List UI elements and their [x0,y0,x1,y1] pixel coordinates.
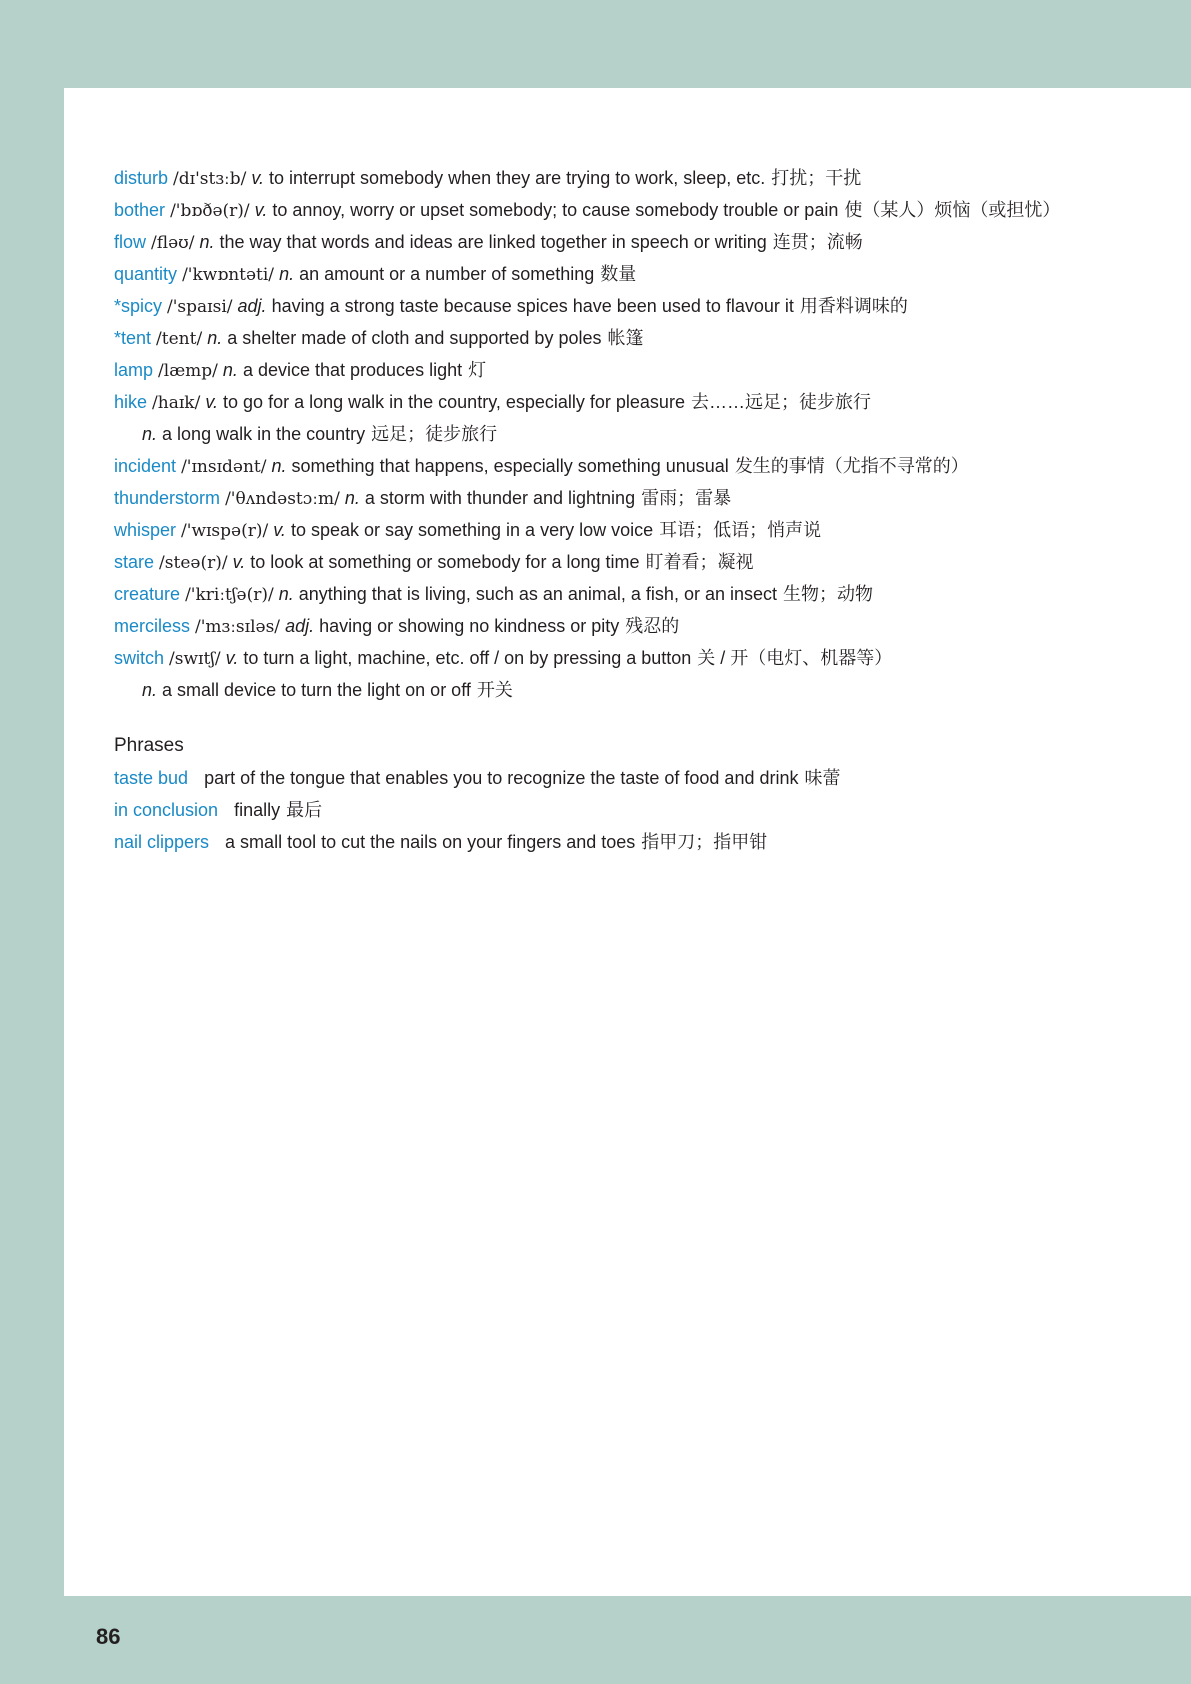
phonetic: /swɪtʃ/ [169,649,221,669]
vocab-entry [114,354,1184,386]
headword: disturb [114,168,169,188]
definition: finally [234,800,281,820]
vocab-entry [114,514,1184,546]
headword: lamp [114,360,154,380]
phonetic: /haɪk/ [152,393,201,413]
chinese-translation: 用香料调味的 [799,296,908,316]
phonetic: /'spaɪsi/ [167,297,233,317]
phonetic: /steə(r)/ [159,553,228,573]
chinese-translation: 残忍的 [625,616,680,636]
part-of-speech: n. [142,680,158,700]
part-of-speech: n. [142,424,158,444]
word-entries [114,162,1184,706]
vocab-entry [114,450,1184,482]
headword: quantity [114,264,178,284]
definition: having or showing no kindness or pity [319,616,620,636]
phrase-entries [114,762,1184,858]
chinese-translation: 指甲刀；指甲钳 [641,832,768,852]
headword: incident [114,456,177,476]
phonetic: /'ɪnsɪdənt/ [181,457,267,477]
part-of-speech: v. [273,520,286,540]
headword: whisper [114,520,177,540]
chinese-translation: 连贯；流畅 [772,232,863,252]
chinese-translation: 盯着看；凝视 [645,552,754,572]
chinese-translation: 开关 [476,680,513,700]
definition: anything that is living, such as an animal, a fish, or an insect [298,584,777,604]
vocab-entry [114,194,1184,226]
vocab-entry [114,674,1184,706]
definition: something that happens, especially something unusual [291,456,729,476]
definition: an amount or a number of something [299,264,595,284]
vocab-entry [114,322,1184,354]
part-of-speech: n. [222,360,238,380]
part-of-speech: v. [251,168,264,188]
phonetic: /dɪ'stɜːb/ [173,169,247,189]
vocab-entry [114,258,1184,290]
definition: a shelter made of cloth and supported by poles [227,328,602,348]
definition: the way that words and ideas are linked together in speech or writing [219,232,767,252]
headword: stare [114,552,155,572]
chinese-translation: 耳语；低语；悄声说 [659,520,822,540]
vocab-entry [114,610,1184,642]
part-of-speech: v. [232,552,246,572]
chinese-translation: 雷雨；雷暴 [641,488,732,508]
definition: part of the tongue that enables you to recognize the taste of food and drink [204,768,799,788]
phrase-entry [114,826,1184,858]
definition: having a strong taste because spices have been used to flavour it [271,296,794,316]
part-of-speech: n. [278,584,294,604]
phonetic: /'mɜːsɪləs/ [195,617,281,637]
chinese-translation: 打扰；干扰 [771,168,862,188]
definition: a small device to turn the light on or off [162,680,471,700]
definition: to interrupt somebody when they are trying to work, sleep, etc. [269,168,766,188]
phonetic: /'wɪspə(r)/ [181,521,269,541]
headword: creature [114,584,181,604]
headword: switch [114,648,165,668]
phrase-entry [114,762,1184,794]
phonetic: /'θʌndəstɔːm/ [225,489,340,509]
definition: to look at something or somebody for a long time [250,552,640,572]
definition: a storm with thunder and lightning [364,488,636,508]
definition: a long walk in the country [162,424,366,444]
part-of-speech: v. [205,392,219,412]
phrase: in conclusion [114,800,219,820]
vocab-entry [114,386,1184,418]
part-of-speech: n. [207,328,223,348]
headword: bother [114,200,166,220]
vocabulary-list [114,162,1184,858]
headword: hike [114,392,148,412]
headword: *spicy [114,296,163,316]
part-of-speech: v. [254,200,268,220]
phrase: taste bud [114,768,189,788]
chinese-translation: 去……远足；徒步旅行 [690,392,871,412]
vocab-entry [114,482,1184,514]
vocab-entry [114,546,1184,578]
page-number: 86 [96,1624,121,1649]
chinese-translation: 味蕾 [804,768,841,788]
headword: merciless [114,616,191,636]
phrase-entry [114,794,1184,826]
phonetic: /'kwɒntəti/ [182,265,275,285]
chinese-translation: 远足；徒步旅行 [371,424,498,444]
chinese-translation: 生物；动物 [783,584,873,604]
chinese-translation: 数量 [600,264,637,284]
definition: to turn a light, machine, etc. off / on by pressing a button [243,648,692,668]
definition: a device that produces light [242,360,463,380]
vocab-entry [114,226,1184,258]
part-of-speech: v. [225,648,239,668]
part-of-speech: n. [271,456,287,476]
vocab-entry [114,578,1184,610]
phonetic: /'kriːtʃə(r)/ [185,585,274,605]
vocab-entry [114,290,1184,322]
definition: a small tool to cut the nails on your fingers and toes [225,832,636,852]
definition: to speak or say something in a very low voice [290,520,654,540]
vocab-entry [114,162,1184,194]
definition: to go for a long walk in the country, especially for pleasure [223,392,685,412]
chinese-translation: 关 / 开（电灯、机器等） [697,648,893,668]
vocab-entry [114,418,1184,450]
chinese-translation: 帐篷 [607,328,644,348]
phrase: nail clippers [114,832,210,852]
chinese-translation: 灯 [468,360,487,380]
vocab-entry [114,642,1184,674]
phonetic: /'bɒðə(r)/ [170,201,250,221]
part-of-speech: n. [279,264,295,284]
headword: *tent [114,328,152,348]
headword: flow [114,232,147,252]
phrases-heading: Phrases [114,735,184,756]
phonetic: /læmp/ [158,361,218,381]
part-of-speech: adj. [285,616,315,636]
chinese-translation: 发生的事情（尤指不寻常的） [734,456,969,476]
phonetic: /fləʊ/ [151,233,195,253]
page-sheet [64,88,1191,1596]
part-of-speech: adj. [237,296,267,316]
definition: to annoy, worry or upset somebody; to cause somebody trouble or pain [272,200,839,220]
headword: thunderstorm [114,488,221,508]
chinese-translation: 最后 [286,800,323,820]
part-of-speech: n. [344,488,360,508]
chinese-translation: 使（某人）烦恼（或担忧） [844,200,1061,220]
part-of-speech: n. [199,232,215,252]
phonetic: /tent/ [156,329,203,349]
